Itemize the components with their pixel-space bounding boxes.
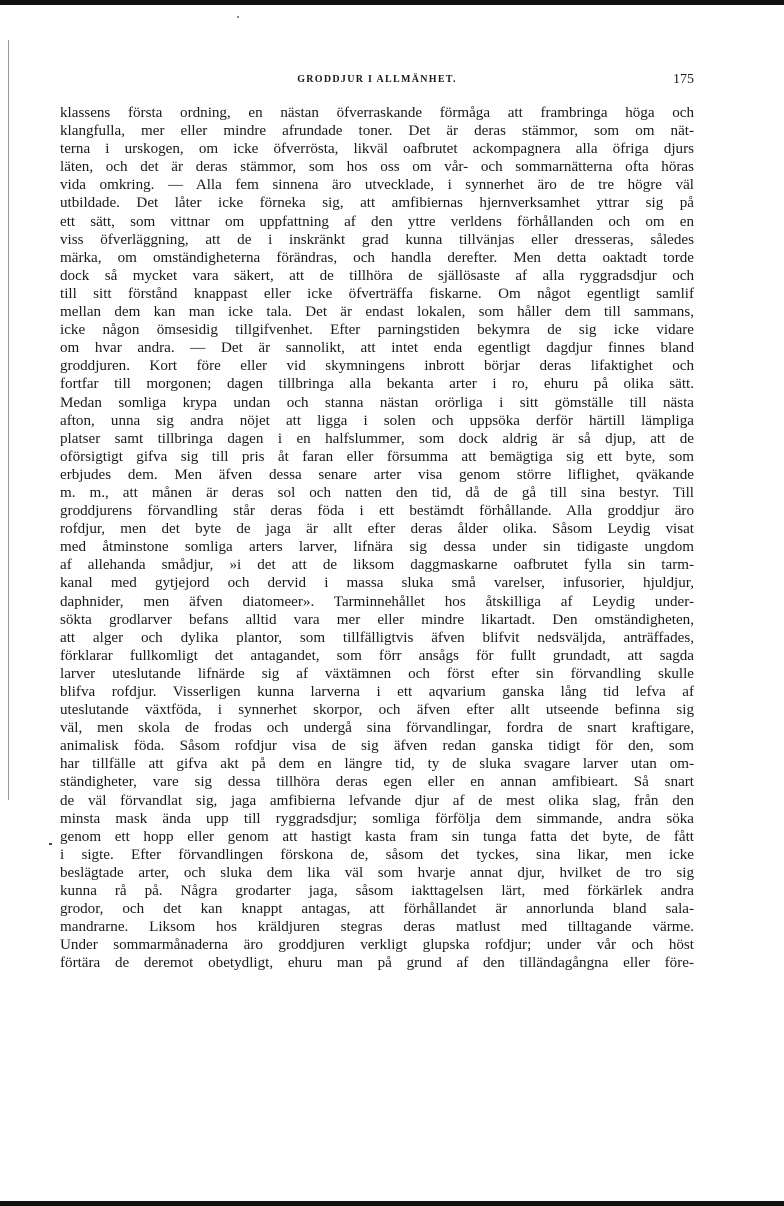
text-line: Medan somliga krypa undan och stanna nästan orörliga i sitt gömställe till nästa — [60, 394, 694, 411]
text-line: har tillfälle att gifva akt på dem en längre tid, ty de sluka svagare larver utan om- — [60, 756, 694, 773]
text-line: ständigheter, vare sig dessa tillhöra deras egen eller en annan amfibieart. Så snart — [60, 774, 694, 791]
text-line: groddjuren. Kort före eller vid skymningens inbrott börjar deras lifaktighet och — [60, 358, 694, 375]
text-line: minsta mask ända upp till ryggradsdjur; somliga förfölja dem simmande, andra söka — [60, 810, 694, 827]
text-line: m. m., att månen är deras sol och natten den tid, då de gå till sina bestyr. Till — [60, 484, 694, 501]
text-line: märka, om omständigheterna förändras, och handla derefter. Men detta oaktadt torde — [60, 249, 694, 266]
text-line: fortfar till morgonen; dagen tillbringa alla bekanta arter i ro, ehuru på olika sätt. — [60, 376, 694, 393]
scan-speck — [237, 16, 239, 18]
text-line: afton, unna sig andra nöjet att ligga i solen och uppsöka derför härtill lämpliga — [60, 412, 694, 429]
text-line: oförsigtigt gifva sig till pris åt faran eller försumma att bemägtiga sig ett byte, som — [60, 448, 694, 465]
text-line: af allehanda smådjur, »i det att de liksom daggmaskarne oafbrutet fylla sin tarm- — [60, 557, 694, 574]
text-line: förtära de deremot obetydligt, ehuru man på grund af den tilländagångna eller före- — [60, 955, 694, 972]
text-line: grodor, och det kan knappt antagas, att förhållandet är annorlunda bland sala- — [60, 901, 694, 918]
text-line: läten, och det är deras stämmor, som hos oss om vår- och sommarnätterna ofta höras — [60, 159, 694, 176]
text-line: rofdjur, men det byte de jaga är allt efter deras ålder olika. Såsom Leydig visat — [60, 521, 694, 538]
text-line: klangfulla, mer eller mindre afrundade toner. Det är deras stämmor, som om nät- — [60, 123, 694, 140]
text-line: platser samt tillbringa dagen i en halfslummer, som dock aldrig är så djup, att de — [60, 430, 694, 447]
text-line: beslägtade arter, och sluka dem lika väl som hvarje annat djur, hvilket de tro sig — [60, 864, 694, 881]
text-line: förklarar fullkomligt det antagandet, som förr ansågs för fullt grundadt, att sagda — [60, 647, 694, 664]
text-line: icke någon ömsesidig tillgifvenhet. Efter parningstiden bekymra de sig icke vidare — [60, 322, 694, 339]
bottom-scan-border — [0, 1201, 784, 1206]
running-head: GRODDJUR I ALLMÄNHET. — [297, 74, 457, 85]
text-line: uteslutande växtföda, i synnerhet skorpor, och äfven efter allt utseende befinna sig — [60, 702, 694, 719]
text-line: sökta grodlarver befans alltid vara mer eller mindre likartadt. Den omständigheten, — [60, 611, 694, 628]
text-line: groddjurens förvandling står deras föda i ett bestämdt förhållande. Alla groddjur äro — [60, 503, 694, 520]
text-line: väl, men skola de frodas och undergå sina förvandlingar, fordra de snart kraftigare, — [60, 720, 694, 737]
text-line: de väl förvandlat sig, jaga amfibierna lefvande djur af de mest olika slag, från den — [60, 792, 694, 809]
text-line: mandrarne. Liksom hos kräldjuren stegras deras matlust med tilltagande värme. — [60, 919, 694, 936]
binding-edge-line — [8, 40, 9, 800]
text-line: om hvar andra. — Det är sannolikt, att intet enda egentligt dagdjur finnes bland — [60, 340, 694, 357]
text-line: i sigte. Efter förvandlingen förskona de, såsom det tyckes, sina likar, men icke — [60, 846, 694, 863]
margin-mark — [49, 843, 52, 845]
text-line: kanal med gytjejord och dervid i massa sluka små varelser, infusorier, hjuldjur, — [60, 575, 694, 592]
text-line: klassens första ordning, en nästan öfverraskande förmåga att frambringa höga och — [60, 105, 694, 121]
text-line: vida omkring. — Alla fem sinnena äro utvecklade, i synnerhet äro de tre högre väl — [60, 177, 694, 194]
text-line: med åtminstone somliga arters larver, lifnära sig dessa under sin tidigaste ungdom — [60, 539, 694, 556]
text-line: genom ett hopp eller genom att hastigt kasta fram sin tunga fatta det byte, de fått — [60, 828, 694, 845]
text-line: blifva rofdjur. Visserligen kunna larverna i ett aqvarium ganska lång tid lefva af — [60, 684, 694, 700]
top-scan-border — [0, 0, 784, 5]
text-line: larver uteslutande lifnärde sig af växtämnen och först efter sin förvandling skulle — [60, 665, 694, 682]
text-line: animalisk föda. Såsom rofdjur visa de sig äfven redan ganska tidigt för den, som — [60, 738, 694, 755]
text-line: kunna rå på. Några grodarter jaga, såsom iakttagelsen lärt, med förkärlek andra — [60, 883, 694, 900]
body-text — [60, 104, 694, 973]
text-line: ett sätt, som vittnar om uppfattning af den yttre verldens förhållanden och om en — [60, 213, 694, 230]
text-line: dock så mycket vara säkert, att de tillhöra de själlösaste af alla ryggradsdjur och — [60, 267, 694, 284]
text-line: Under sommarmånaderna äro groddjuren verkligt glupska rofdjur; under vår och höst — [60, 937, 694, 954]
text-line: viss öfverläggning, att de i inskränkt grad kunna tillvänjas eller dresseras, således — [60, 231, 694, 248]
page-header — [60, 72, 694, 94]
page-number: 175 — [673, 72, 694, 87]
text-line: att alger och dylika plantor, som tillfälligtvis äfven blifvit nedsväljda, anträffades, — [60, 629, 694, 646]
text-line: mellan dem kan man icke tala. Det är endast lokalen, som håller dem till sammans, — [60, 304, 694, 321]
text-line: erbjudes dem. Men äfven dessa senare arter visa genom större liflighet, qväkande — [60, 466, 694, 483]
text-line: terna i urskogen, om icke öfverrösta, likväl oafbrutet ackompagnera alla öfriga djurs — [60, 141, 694, 158]
text-line: till sitt förstånd knappast eller icke öfverträffa fiskarne. Om något egentligt samlif — [60, 285, 694, 302]
text-line: daphnider, men äfven diatomeer». Tarminnehållet hos åtskilliga af Leydig under- — [60, 593, 694, 610]
text-line: utbildade. Det låter icke förneka sig, att amfibiernas hjernverksamhet yttrar sig på — [60, 195, 694, 212]
